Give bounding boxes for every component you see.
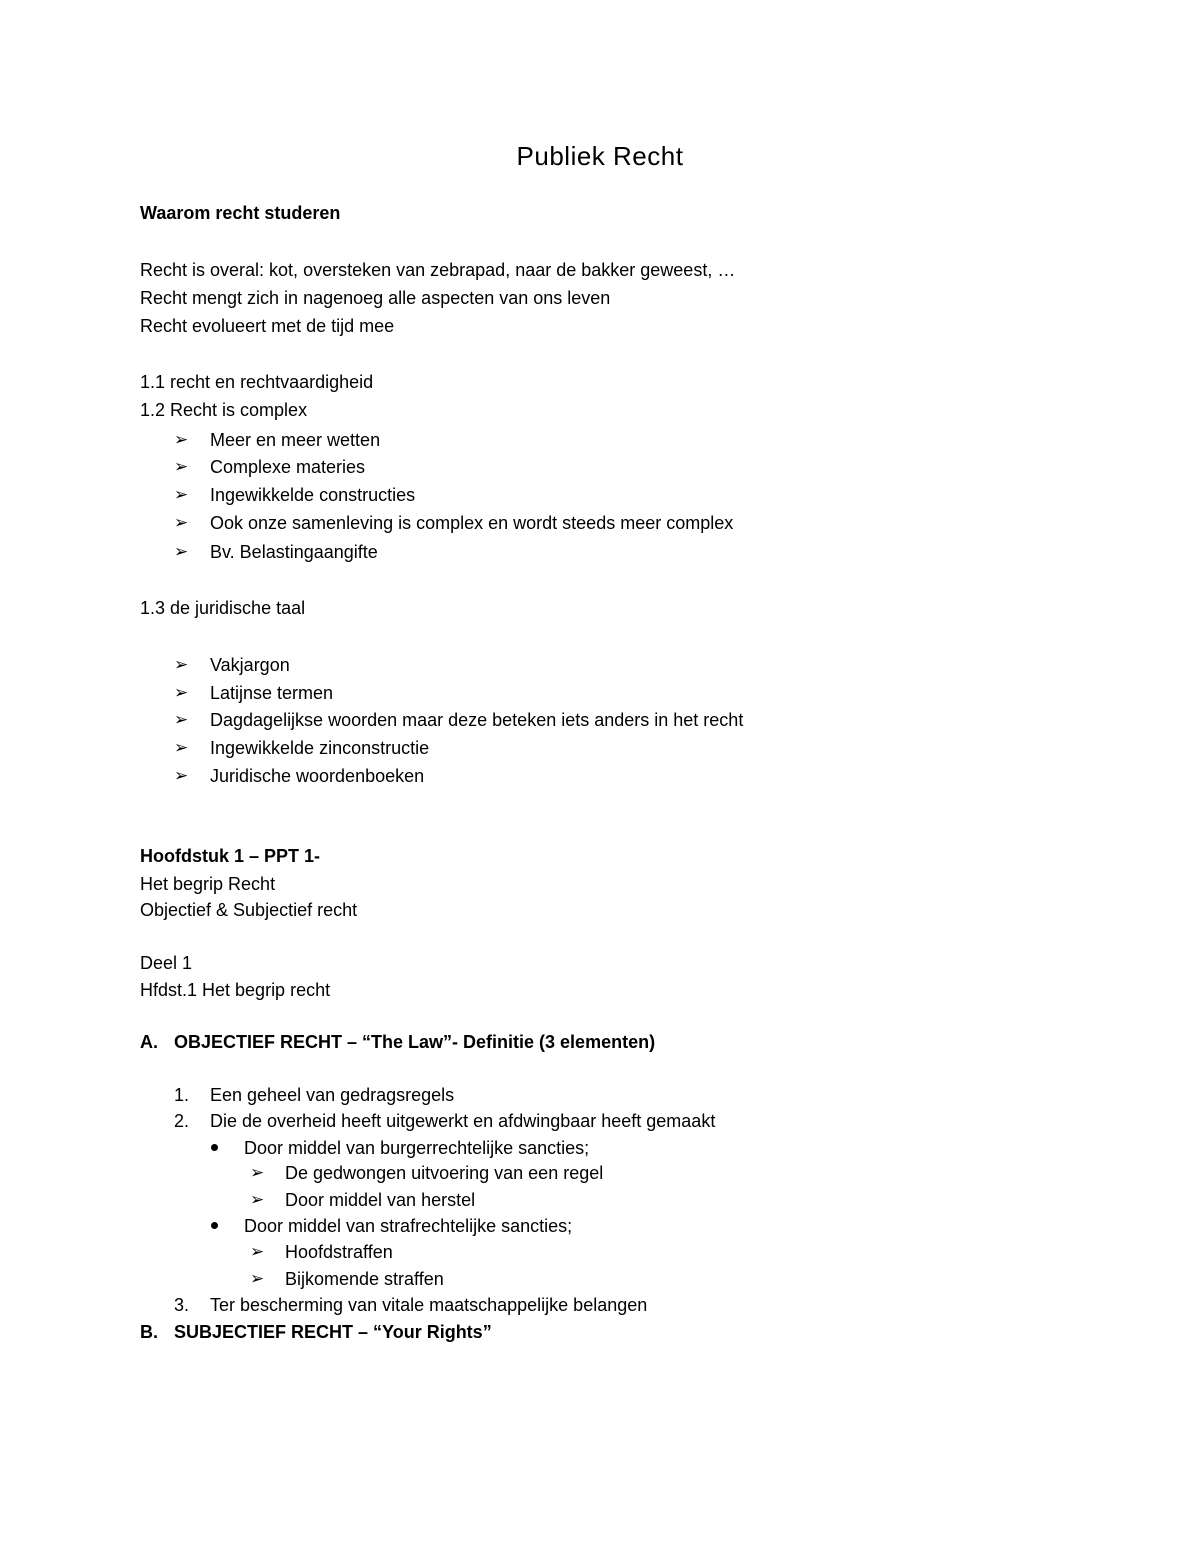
arrow-bullet-icon: ➢ [174,655,189,674]
heading-a: OBJECTIEF RECHT – “The Law”- Definitie (3 elementen) [174,1032,656,1052]
arrow-bullet-icon: ➢ [250,1269,265,1288]
list-item: Door middel van herstel [285,1190,476,1210]
list-item: Bijkomende straffen [285,1269,444,1289]
section-heading-1-3: 1.3 de juridische taal [140,598,306,618]
list-item: Ingewikkelde zinconstructie [210,738,430,758]
list-number: 3. [174,1295,190,1315]
list-item: Hoofdstraffen [285,1242,393,1262]
arrow-bullet-icon: ➢ [174,485,189,504]
list-item: Juridische woordenboeken [210,766,425,786]
arrow-bullet-icon: ➢ [250,1242,265,1261]
section-heading-1-2: 1.2 Recht is complex [140,400,308,420]
list-item: Complexe materies [210,457,366,477]
arrow-bullet-icon: ➢ [174,683,189,702]
list-item: Bv. Belastingaangifte [210,542,378,562]
intro-heading: Waarom recht studeren [140,203,341,223]
heading-a-marker: A. [140,1032,158,1052]
heading-b-marker: B. [140,1322,158,1342]
arrow-bullet-icon: ➢ [174,430,189,449]
list-number: 1. [174,1085,190,1105]
arrow-bullet-icon: ➢ [250,1163,265,1182]
document-title: Publiek Recht [516,141,684,171]
list-item: Ook onze samenleving is complex en wordt steeds meer complex [210,513,734,533]
list-item: Door middel van burgerrechtelijke sancties; [244,1138,590,1158]
list-item: De gedwongen uitvoering van een regel [285,1163,604,1183]
list-item: Dagdagelijkse woorden maar deze beteken iets anders in het recht [210,710,744,730]
hfdst-label: Hfdst.1 Het begrip recht [140,980,331,1000]
list-item: Een geheel van gedragsregels [210,1085,455,1105]
arrow-bullet-icon: ➢ [174,513,189,532]
arrow-bullet-icon: ➢ [174,766,189,785]
arrow-bullet-icon: ➢ [174,738,189,757]
chapter-line: Objectief & Subjectief recht [140,900,358,920]
list-item: Die de overheid heeft uitgewerkt en afdwingbaar heeft gemaakt [210,1111,716,1131]
chapter-line: Het begrip Recht [140,874,276,894]
list-item: Ter bescherming van vitale maatschappelijke belangen [210,1295,648,1315]
intro-line: Recht is overal: kot, oversteken van zebrapad, naar de bakker geweest, … [140,260,736,280]
arrow-bullet-icon: ➢ [174,710,189,729]
arrow-bullet-icon: ➢ [250,1190,265,1209]
list-item: Meer en meer wetten [210,430,381,450]
arrow-bullet-icon: ➢ [174,542,189,561]
list-number: 2. [174,1111,190,1131]
intro-line: Recht mengt zich in nagenoeg alle aspecten van ons leven [140,288,611,308]
chapter-heading: Hoofdstuk 1 – PPT 1- [140,846,321,866]
list-item: Latijnse termen [210,683,334,703]
intro-line: Recht evolueert met de tijd mee [140,316,395,336]
arrow-bullet-icon: ➢ [174,457,189,476]
list-item: Door middel van strafrechtelijke sancties; [244,1216,573,1236]
bullet-dot-icon [211,1144,218,1151]
bullet-dot-icon [211,1222,218,1229]
list-item: Ingewikkelde constructies [210,485,416,505]
section-heading-1-1: 1.1 recht en rechtvaardigheid [140,372,374,392]
deel-label: Deel 1 [140,953,193,973]
heading-b: SUBJECTIEF RECHT – “Your Rights” [174,1322,492,1342]
list-item: Vakjargon [210,655,290,675]
